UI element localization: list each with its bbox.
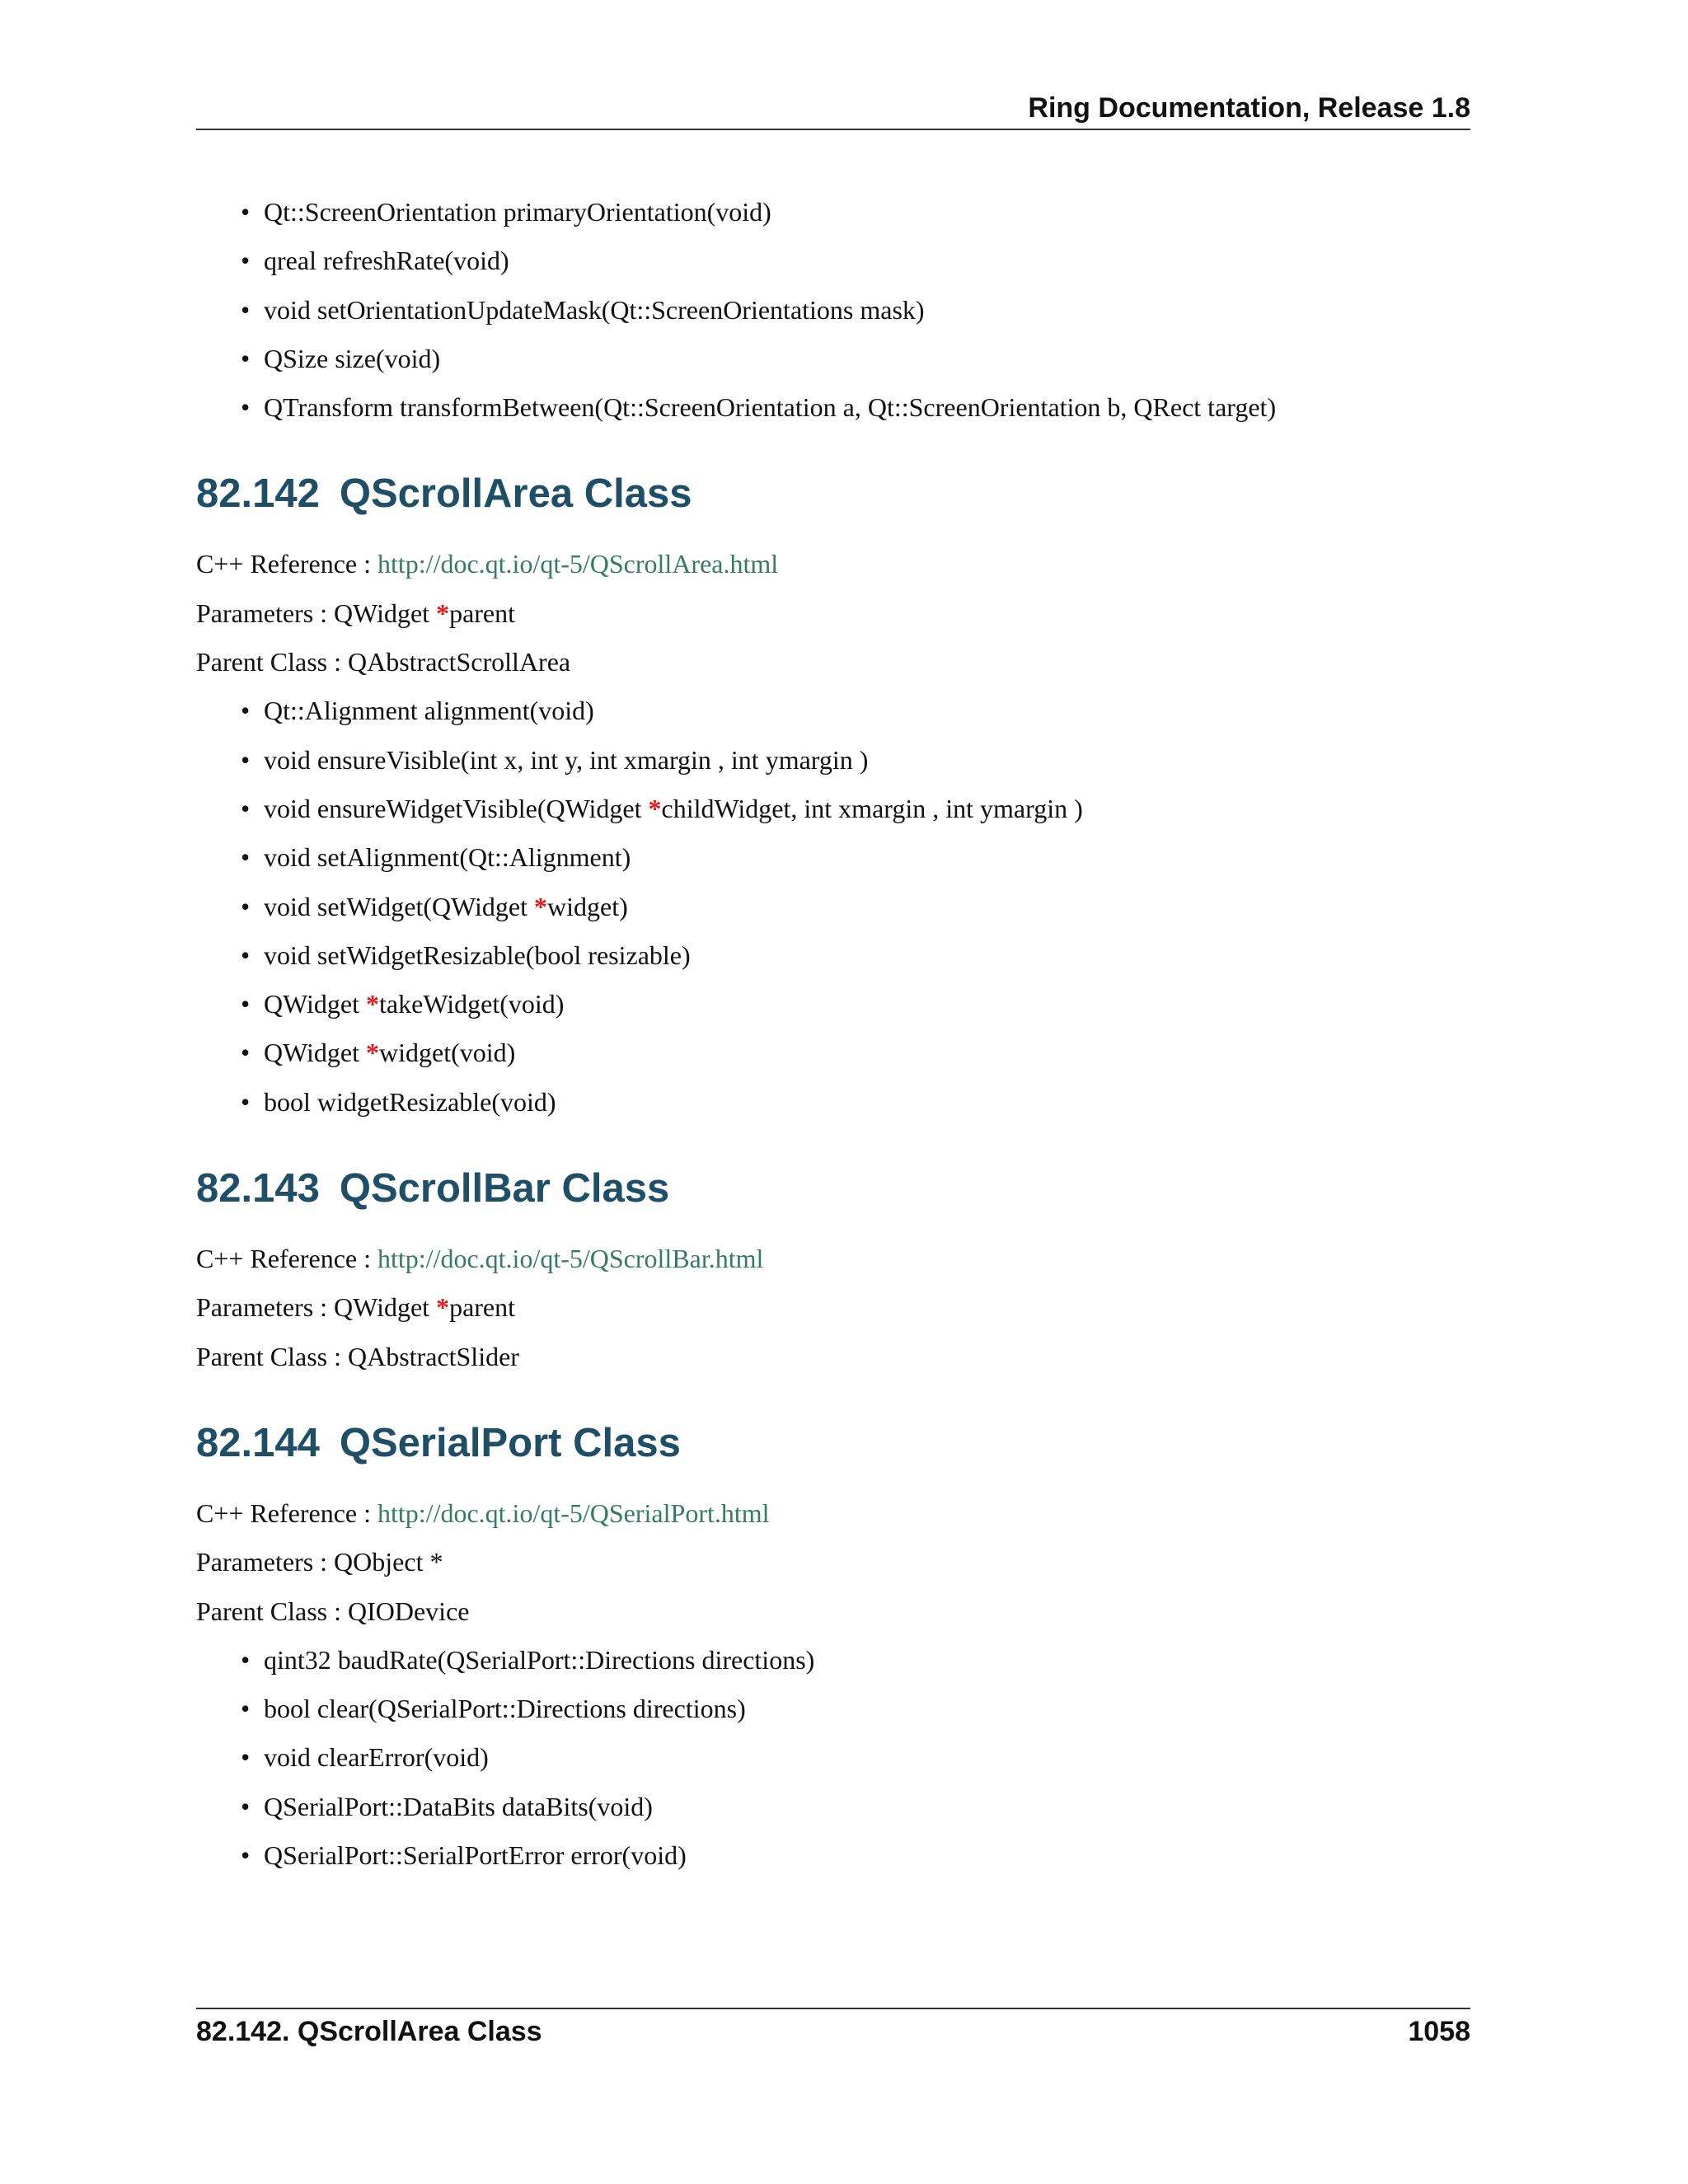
parameters-line: Parameters : QWidget *parent [196,1292,516,1323]
page-number: 1058 [1408,2016,1470,2047]
cpp-reference-link[interactable]: http://doc.qt.io/qt-5/QSerialPort.html [377,1497,770,1528]
section-title: QScrollBar Class [339,1166,670,1212]
method-item: • void setWidget(QWidget *widget) [264,883,1470,931]
section-qscrollarea [196,469,1470,1127]
cpp-reference-link[interactable]: http://doc.qt.io/qt-5/QScrollArea.html [377,549,779,579]
footer-section-title: 82.142. QScrollArea Class [196,2016,542,2047]
bullet-icon: • [241,1644,251,1675]
bullet-icon: • [241,1694,251,1724]
parameters-line: Parameters : QObject * [196,1547,443,1577]
bullet-icon: • [241,842,251,873]
method-item: • Qt::Alignment alignment(void) [264,687,1470,735]
cpp-reference-line: C++ Reference : http://doc.qt.io/qt-5/QScrollBar.html [196,1244,764,1274]
cpp-reference-line: C++ Reference : http://doc.qt.io/qt-5/QScrollArea.html [196,549,779,579]
section-number: 82.142 [196,471,320,517]
section-qserialport [196,1418,1470,1880]
bullet-icon: • [241,294,251,325]
intro-method-list [196,188,1470,432]
cpp-reference-link[interactable]: http://doc.qt.io/qt-5/QScrollBar.html [377,1244,764,1274]
method-item: • QSerialPort::SerialPortError error(void) [264,1831,1470,1880]
method-list [196,1636,1470,1880]
parameters-line: Parameters : QWidget *parent [196,598,516,628]
bullet-icon: • [241,891,251,921]
running-header: Ring Documentation, Release 1.8 [1028,92,1470,124]
section-heading [196,1418,1470,1468]
section-title: QScrollArea Class [339,471,692,517]
method-item: • void ensureWidgetVisible(QWidget *childWidget, int xmargin , int ymargin ) [264,785,1470,833]
parent-class-line: Parent Class : QAbstractSlider [196,1341,519,1371]
bullet-icon: • [241,246,251,276]
method-item: • void setOrientationUpdateMask(Qt::ScreenOrientations mask) [264,286,1470,335]
bullet-icon: • [241,744,251,775]
method-item: • bool clear(QSerialPort::Directions directions) [264,1685,1470,1733]
bullet-icon: • [241,696,251,726]
parent-class-line: Parent Class : QIODevice [196,1596,470,1626]
section-qscrollbar [196,1164,1470,1381]
method-item: • qint32 baudRate(QSerialPort::Directions directions) [264,1636,1470,1685]
method-item: • qreal refreshRate(void) [264,237,1470,285]
method-item: • QWidget *takeWidget(void) [264,980,1470,1029]
bullet-icon: • [241,1038,251,1068]
header-rule [196,129,1470,130]
section-heading [196,469,1470,518]
bullet-icon: • [241,1840,251,1871]
running-footer [196,2016,1470,2048]
method-item: • Qt::ScreenOrientation primaryOrientation(void) [264,188,1470,237]
section-title: QSerialPort Class [339,1420,681,1465]
bullet-icon: • [241,940,251,970]
section-number: 82.143 [196,1166,320,1212]
bullet-icon: • [241,197,251,227]
page-content [196,188,1470,1880]
method-item: • void ensureVisible(int x, int y, int xmargin , int ymargin ) [264,736,1470,785]
method-item: • void clearError(void) [264,1733,1470,1782]
cpp-reference-line: C++ Reference : http://doc.qt.io/qt-5/QSerialPort.html [196,1497,770,1528]
method-item: • bool widgetResizable(void) [264,1078,1470,1127]
document-page [196,0,1470,2184]
section-heading [196,1164,1470,1213]
method-item: • QSerialPort::DataBits dataBits(void) [264,1783,1470,1831]
section-number: 82.144 [196,1420,320,1465]
bullet-icon: • [241,1086,251,1117]
bullet-icon: • [241,1791,251,1821]
method-item: • void setAlignment(Qt::Alignment) [264,833,1470,882]
method-item: • QWidget *widget(void) [264,1029,1470,1077]
method-item: • QSize size(void) [264,335,1470,383]
method-item: • QTransform transformBetween(Qt::ScreenOrientation a, Qt::ScreenOrientation b, QRect target) [264,383,1470,432]
bullet-icon: • [241,343,251,373]
method-item: • void setWidgetResizable(bool resizable) [264,931,1470,980]
bullet-icon: • [241,1742,251,1773]
bullet-icon: • [241,989,251,1019]
bullet-icon: • [241,793,251,823]
parent-class-line: Parent Class : QAbstractScrollArea [196,647,571,677]
method-list [196,687,1470,1127]
footer-rule [196,2008,1470,2009]
bullet-icon: • [241,392,251,423]
